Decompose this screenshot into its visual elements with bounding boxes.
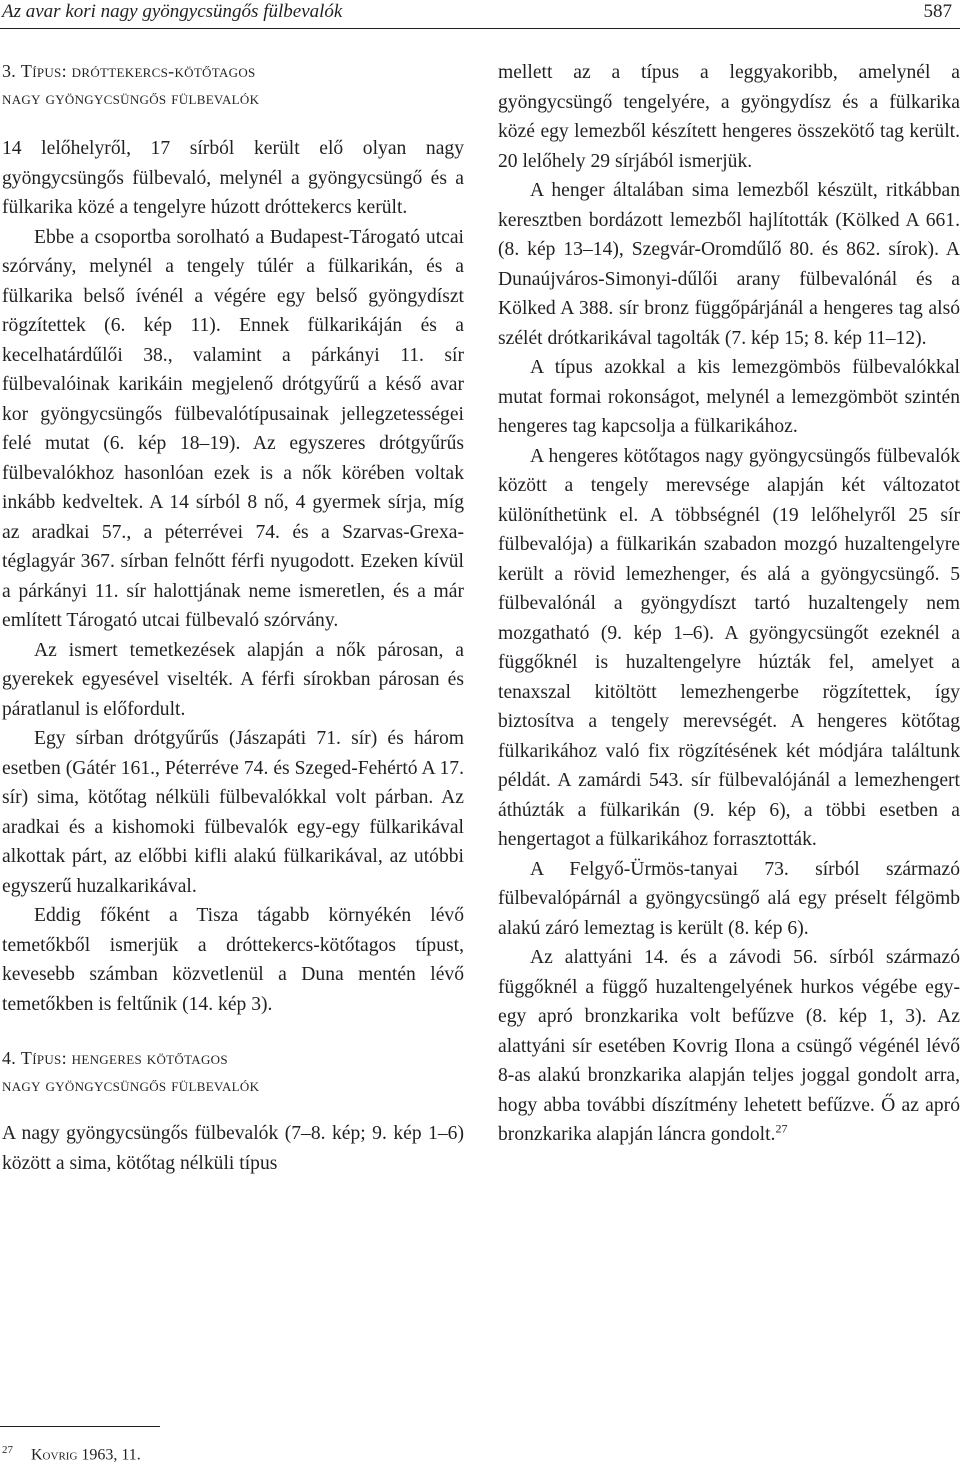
page-number: 587 xyxy=(923,1,952,22)
section-heading-3 xyxy=(2,58,464,112)
running-head xyxy=(0,0,960,29)
paragraph: A nagy gyöngycsüngős fülbevalók (7–8. kép; 9. kép 1–6) között a sima, kötőtag nélküli típus xyxy=(2,1123,464,1174)
section-heading-3-line2: nagy gyöngycsüngős fülbevalók xyxy=(2,88,260,108)
paragraph: Ebbe a csoportba sorolható a Budapest-Tárogató utcai szórvány, melynél a tengely túlér a fülkarikán, és a fülkarika belső ívénél a végére egy belső gyöngydíszt rögzítettek (6. kép 11). Ennek fülkarikáján és a kecelhatárdűlői 38., valamint a párkányi 11. sír fülbevalóinak karikáin megjelenő drótgyűrű a késő avar kor gyöngycsüngős fülbevalótípusainak jellegzetességei felé mutat (6. kép 18–19). Az egyszeres drótgyűrűs fülbevalókhoz hasonlóan ezek is a nők körében voltak inkább kedveltek. A 14 sírból 8 nő, 4 gyermek sírja, míg az aradkai 57., a péterrévei 74. és a Szarvas-Grexa-téglagyár 367. sírban felnőtt férfi nyugodott. Ezeken kívül a párkányi 11. sír halottjának neme ismeretlen, és a már említett Tárogató utcai fülbevaló szórvány. xyxy=(2,226,464,631)
paragraph-text: Az alattyáni 14. és a závodi 56. sírból származó függőknél a függő huzaltengelyének hurkos végébe egy-egy apró bronzkarika volt befűzve (8. kép 1, 3). Az alattyáni sír esetében Kovrig Ilona a csüngő végénél lévő 8-as alakú bronzkarika alapján teljes joggal gondolt arra, hogy abba további díszítmény lehetett befűzve. Ő az apró bronzkarika alapján láncra gondolt. xyxy=(498,947,960,1145)
section-heading-4-line1 xyxy=(2,1045,464,1072)
footnote xyxy=(2,1440,141,1465)
footnote-reference[interactable]: 27 xyxy=(775,1121,788,1136)
section-heading-3-line1 xyxy=(2,58,464,85)
paragraph: Egy sírban drótgyűrűs (Jászapáti 71. sír) és három esetben (Gátér 161., Péterréve 74. és Szeged-Fehértó A 17. sír) sima, kötőtag nélküli fülbevalókkal volt párban. Az aradkai és a kishomoki fülbevalók egy-egy fülkarikával alkottak párt, az előbbi kifli alakú fülkarikával, az utóbbi egyszerű huzalkarikával. xyxy=(2,728,464,897)
section-heading-4 xyxy=(2,1045,464,1099)
running-head-title: Az avar kori nagy gyöngycsüngős fülbevalók xyxy=(2,1,343,22)
section-heading-4-title: Típus: hengeres kötőtagos xyxy=(20,1048,228,1068)
paragraph: mellett az a típus a leggyakoribb, amelynél a gyöngycsüngő tengelyére, a gyöngydísz és a fülkarika közé egy lemezből készített hengeres összekötő tag került. 20 lelőhely 29 sírjából ismerjük. xyxy=(498,62,960,172)
section-heading-4-number: 4. xyxy=(2,1048,21,1068)
section-heading-3-number: 3. xyxy=(2,61,21,81)
paragraph: A Felgyő-Ürmös-tanyai 73. sírból származó fülbevalópárnál a gyöngycsüngő alá egy préselt félgömb alakú záró lemeztag is került (8. kép 6). xyxy=(498,858,960,939)
footnote-author: Kovrig xyxy=(31,1446,78,1464)
section-heading-3-title: Típus: dróttekercs-kötőtagos xyxy=(20,61,256,81)
paragraph-with-footnote xyxy=(498,943,960,1150)
footnote-divider xyxy=(0,1426,160,1427)
paragraph: A típus azokkal a kis lemezgömbös fülbevalókkal mutat formai rokonságot, melynél a lemezgömböt szintén hengeres tag kapcsolja a fülkarikához. xyxy=(498,357,960,437)
footnote-number: 27 xyxy=(2,1444,13,1456)
paragraph: Eddig főként a Tisza tágabb környékén lévő temetőkből ismerjük a dróttekercs-kötőtagos típust, kevesebb számban közvetlenül a Duna mentén lévő temetőkben is feltűnik (14. kép 3). xyxy=(2,905,464,1015)
section-heading-4-line2: nagy gyöngycsüngős fülbevalók xyxy=(2,1075,260,1095)
footnote-text: 1963, 11. xyxy=(77,1446,141,1464)
paragraph: A henger általában sima lemezből készült, ritkábban keresztben bordázott lemezből hajlították (Kölked A 661. (8. kép 13–14), Szegvár-Oromdűlő 80. és 862. sírok). A Dunaújváros-Simonyi-dűlői arany fülbevalónál és a Kölked A 388. sír bronz függőpárjánál a hengeres tag alsó szélét drótkarikával tagolták (7. kép 15; 8. kép 11–12). xyxy=(498,180,960,349)
left-column xyxy=(2,58,464,1178)
paragraph: A hengeres kötőtagos nagy gyöngycsüngős fülbevalók között a tengely merevsége alapján két változatot különíthetünk el. A többségnél (19 lelőhelyről 25 sír fülbevalója) a fülkarikán szabadon mozgó huzaltengelyre került a rövid lemezhenger, és alá a gyöngycsüngő. 5 fülbevalónál a gyöngydíszt tartó huzaltengely nem mozgatható (9. kép 1–6). A gyöngycsüngőt ezeknél a függőknél is huzaltengelyre húzták fel, amelyet a tenaxszal kitöltött lemezhengerbe rögzítettek, így biztosítva a tengely merevségét. A hengeres kötőtag fülkarikához való fix rögzítésének két módjára találtunk példát. A zamárdi 543. sír fülbevalójánál a lemezhengert áthúzták a fülkarikán (9. kép 6), a többi esetben a hengertagot a fülkarikához forrasztották. xyxy=(498,445,960,850)
right-column xyxy=(498,58,960,1150)
paragraph: Az ismert temetkezések alapján a nők párosan, a gyerekek egyesével viselték. A férfi sírokban párosan és páratlanul is előfordult. xyxy=(2,639,464,720)
paragraph: 14 lelőhelyről, 17 sírból került elő olyan nagy gyöngycsüngős fülbevaló, melynél a gyöngycsüngő és a fülkarika közé a tengelyre húzott dróttekercs került. xyxy=(2,138,464,218)
